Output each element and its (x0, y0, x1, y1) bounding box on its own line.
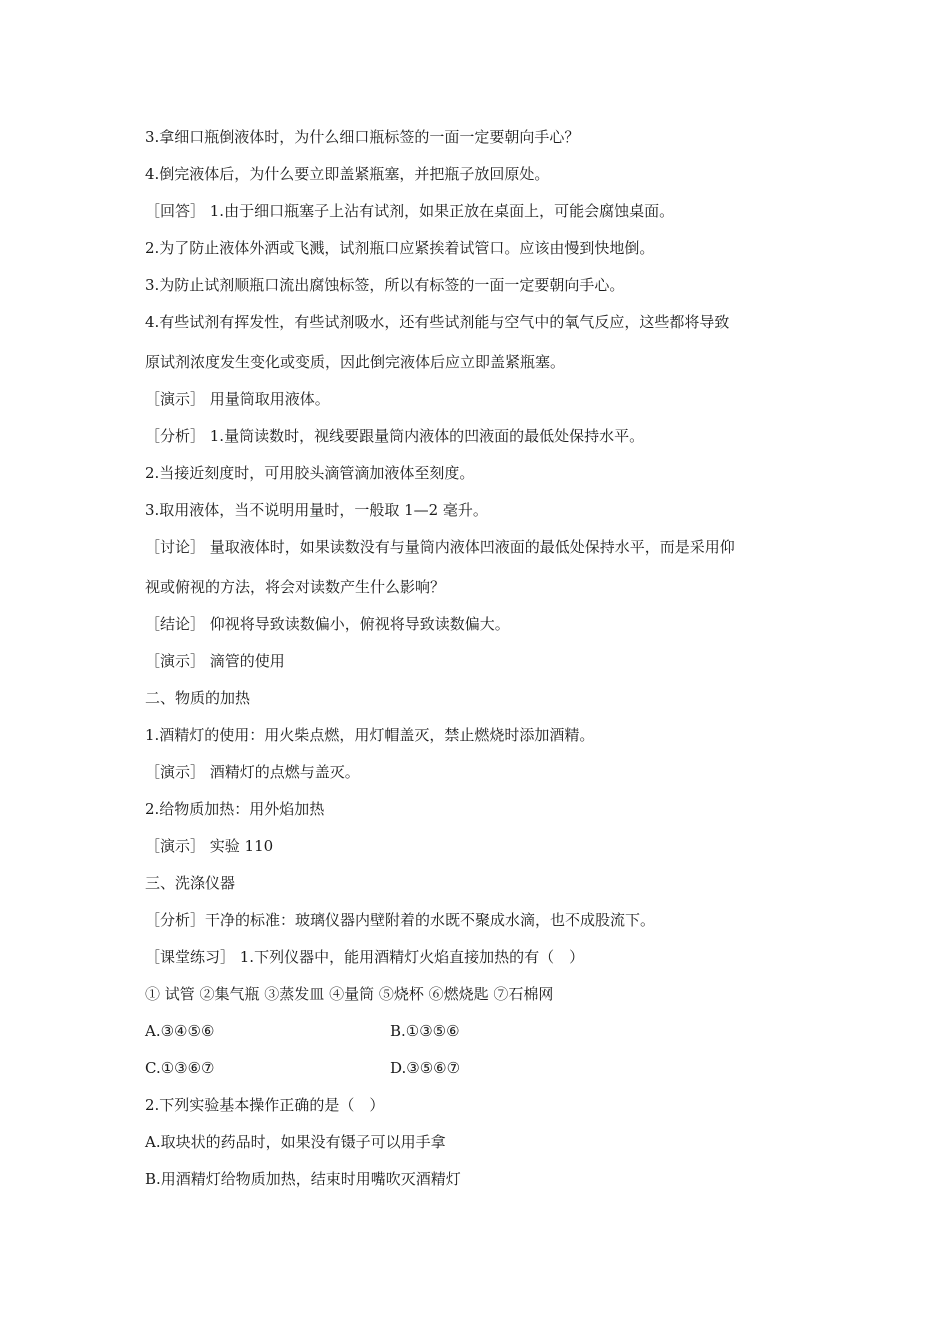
discussion-line: ［讨论］ 量取液体时，如果读数没有与量筒内液体凹液面的最低处保持水平，而是采用仰 (145, 538, 735, 556)
paragraph-line: 4.有些试剂有挥发性，有些试剂吸水，还有些试剂能与空气中的氧气反应，这些都将导致 (145, 313, 730, 331)
paragraph-line: 4.倒完液体后，为什么要立即盖紧瓶塞，并把瓶子放回原处。 (145, 165, 550, 183)
paragraph-line: 2.给物质加热：用外焰加热 (145, 800, 325, 818)
paragraph-line: 1.酒精灯的使用：用火柴点燃，用灯帽盖灭，禁止燃烧时添加酒精。 (145, 726, 595, 744)
section-heading: 三、洗涤仪器 (145, 874, 236, 892)
paragraph-line: 原试剂浓度发生变化或变质，因此倒完液体后应立即盖紧瓶塞。 (145, 353, 566, 371)
demo-line: ［演示］ 酒精灯的点燃与盖灭。 (145, 763, 360, 781)
paragraph-line: 3.为防止试剂顺瓶口流出腐蚀标签，所以有标签的一面一定要朝向手心。 (145, 276, 625, 294)
analysis-line: ［分析］干净的标准：玻璃仪器内壁附着的水既不聚成水滴，也不成股流下。 (145, 911, 656, 929)
q2-option-b: B.用酒精灯给物质加热，结束时用嘴吹灭酒精灯 (145, 1170, 461, 1188)
q2-option-a: A.取块状的药品时，如果没有镊子可以用手拿 (145, 1133, 446, 1151)
paragraph-line: 2.为了防止液体外洒或飞溅，试剂瓶口应紧挨着试管口。应该由慢到快地倒。 (145, 239, 655, 257)
q1-option-b: B.①③⑤⑥ (390, 1022, 460, 1040)
paragraph-line: 视或俯视的方法，将会对读数产生什么影响？ (145, 578, 446, 596)
exercise-items: ① 试管 ②集气瓶 ③蒸发皿 ④量筒 ⑤烧杯 ⑥燃烧匙 ⑦石棉网 (145, 985, 554, 1003)
answer-line: ［回答］ 1.由于细口瓶塞子上沾有试剂，如果正放在桌面上，可能会腐蚀桌面。 (145, 202, 675, 220)
exercise-question: ［课堂练习］ 1.下列仪器中，能用酒精灯火焰直接加热的有（ ） (145, 948, 585, 966)
q1-options-row-2 (145, 1053, 810, 1090)
q1-option-a: A.③④⑤⑥ (145, 1022, 215, 1040)
paragraph-line: 2.当接近刻度时，可用胶头滴管滴加液体至刻度。 (145, 464, 475, 482)
q1-option-c: C.①③⑥⑦ (145, 1059, 215, 1077)
conclusion-line: ［结论］ 仰视将导致读数偏小，俯视将导致读数偏大。 (145, 615, 510, 633)
demo-line: ［演示］ 实验 110 (145, 837, 274, 855)
analysis-line: ［分析］ 1.量筒读数时，视线要跟量筒内液体的凹液面的最低处保持水平。 (145, 427, 645, 445)
exercise-question: 2.下列实验基本操作正确的是（ ） (145, 1096, 385, 1114)
q1-options-row-1 (145, 1016, 810, 1053)
q1-option-d: D.③⑤⑥⑦ (390, 1059, 461, 1077)
demo-line: ［演示］ 用量筒取用液体。 (145, 390, 330, 408)
section-heading: 二、物质的加热 (145, 689, 251, 707)
paragraph-line: 3.取用液体，当不说明用量时，一般取 1—2 毫升。 (145, 501, 488, 519)
demo-line: ［演示］ 滴管的使用 (145, 652, 285, 670)
document-body (145, 122, 810, 1201)
paragraph-line: 3.拿细口瓶倒液体时，为什么细口瓶标签的一面一定要朝向手心？ (145, 128, 580, 146)
